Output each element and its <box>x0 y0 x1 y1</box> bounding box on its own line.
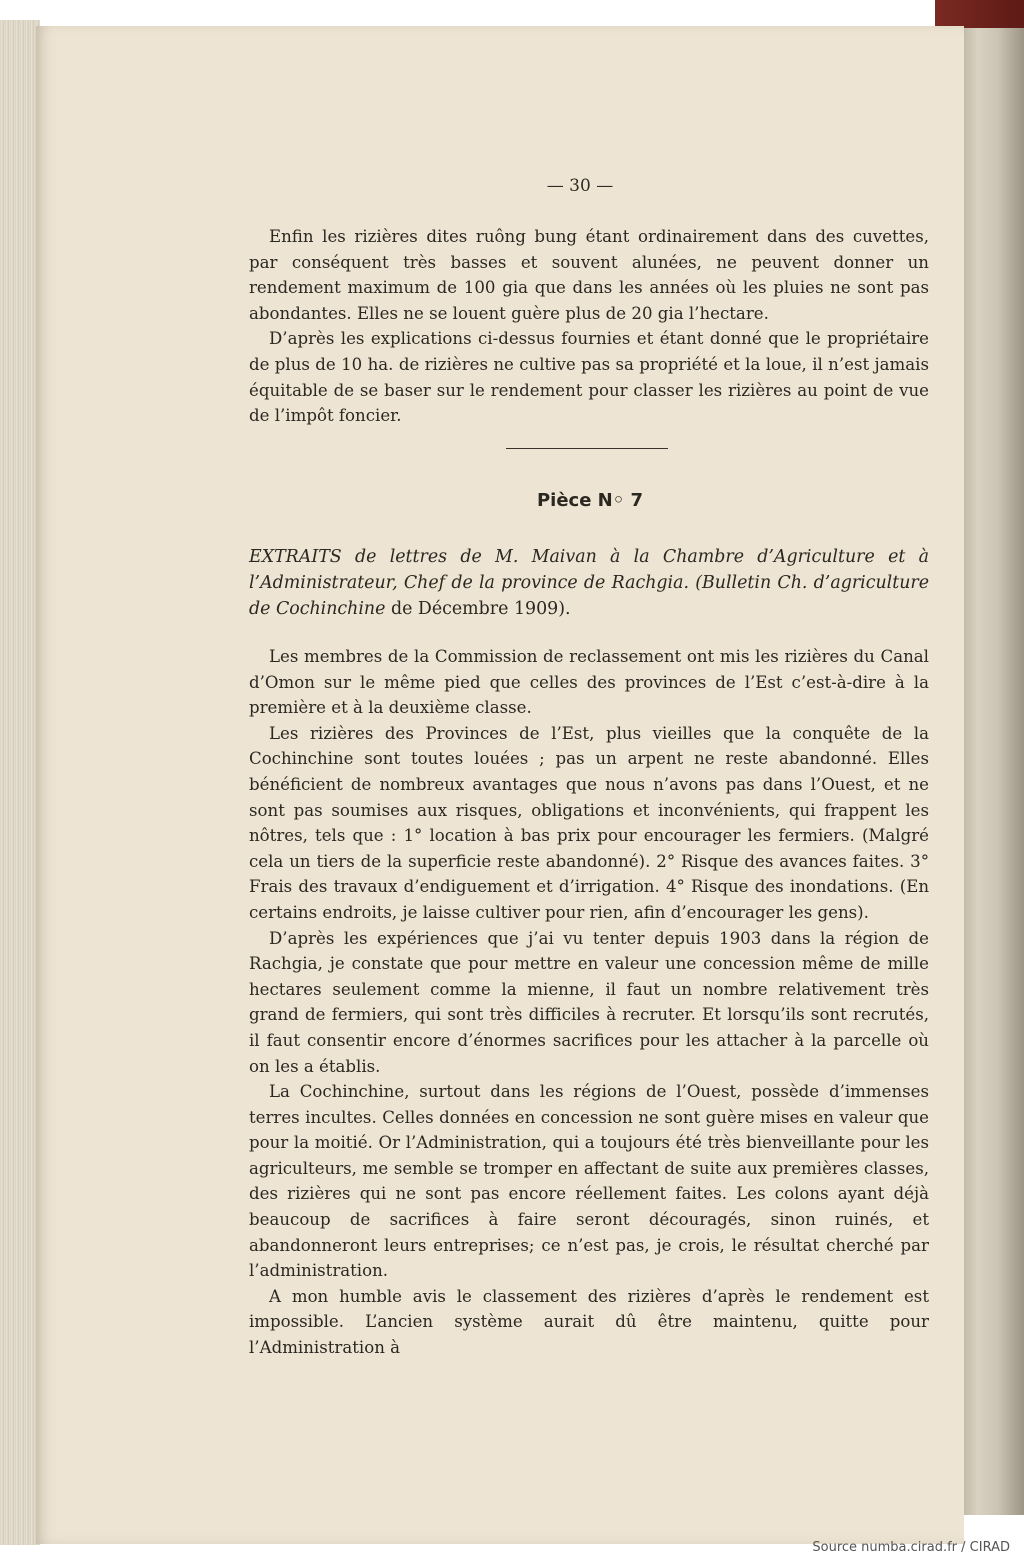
body-paragraph-3: D’après les expériences que j’ai vu tenter depuis 1903 dans la région de Rachgia, je constate que pour mettre en valeur une concession même de mille hectares seulement comme la mienne, il faut un nombre relativement très grand de fermiers, qui sont très difficiles à recruter. Et lorsqu’ils sont recrutés, il faut consentir encore d’énormes sacrifices pour les attacher à la parcelle où on les a établis. <box>249 928 929 1076</box>
extract-lead: EXTRAITS <box>249 547 342 567</box>
source-attribution: Source numba.cirad.fr / CIRAD <box>812 1540 1010 1555</box>
body-paragraph-4: La Cochinchine, surtout dans les régions de l’Ouest, possède d’immenses terres incultes. Celles données en concession ne sont guère mises en valeur que pour la moitié. Or l’Administration, qui a toujours été très bienveillante pour les agriculteurs, me semble se tromper en affectant de suite aux premières classes, des rizières qui ne sont pas encore réellement faites. Les colons ayant déjà beaucoup de sacrifices à faire seront découragés, sinon ruinés, et abandonneront leurs entreprises; ce n’est pas, je crois, le résultat cherché par l’administration. <box>249 1082 929 1281</box>
page-number: — 30 — <box>546 176 614 196</box>
extract-italic: de lettres de M. Maivan à la Chambre d’Agriculture et à l’Administrateur, Chef de la province de Rachgia. (Bulletin Ch. d’agriculture de Cochinchine <box>249 547 929 619</box>
extract-title <box>249 544 929 622</box>
extract-tail: de Décembre 1909). <box>385 599 571 619</box>
section-heading: Pièce N◦ 7 <box>536 490 644 511</box>
intro-text <box>249 224 929 429</box>
body-paragraph-2: Les rizières des Provinces de l’Est, plus vieilles que la conquête de la Cochinchine sont toutes louées ; pas un arpent ne reste abandonné. Elles bénéficient de nombreux avantages que nous n’avons pas dans l’Ouest, et ne sont pas soumises aux risques, obligations et inconvénients, qui frappent les nôtres, tels que : 1° location à bas prix pour encourager les fermiers. (Malgré cela un tiers de la superficie reste abandonné). 2° Risque des avances faites. 3° Frais des travaux d’endiguement et d’irrigation. 4° Risque des inondations. (En certains endroits, je laisse cultiver pour rien, afin d’encourager les gens). <box>249 723 929 922</box>
body-paragraph-1: Les membres de la Commission de reclassement ont mis les rizières du Canal d’Omon sur le même pied que celles des provinces de l’Est c’est-à-dire à la première et à la deuxième classe. <box>249 647 929 718</box>
book-page-edges-left <box>0 20 40 1545</box>
book-page-edges-right <box>958 20 1024 1515</box>
intro-paragraph-2: D’après les explications ci-dessus fournies et étant donné que le propriétaire de plus de 10 ha. de rizières ne cultive pas sa propriété et la loue, il n’est jamais équitable de se baser sur le rendement pour classer les rizières au point de vue de l’impôt foncier. <box>249 329 929 426</box>
section-divider <box>506 448 668 449</box>
book-cover-corner <box>935 0 1024 28</box>
letter-body <box>249 644 929 1361</box>
intro-paragraph-1: Enfin les rizières dites ruông bung étant ordinairement dans des cuvettes, par conséquent très basses et souvent alunées, ne peuvent donner un rendement maximum de 100 gia que dans les années où les pluies ne sont pas abondantes. Elles ne se louent guère plus de 20 gia l’hectare. <box>249 227 929 323</box>
body-paragraph-5: A mon humble avis le classement des rizières d’après le rendement est impossible. L’ancien système aurait dû être maintenu, quitte pour l’Administration à <box>249 1286 929 1358</box>
